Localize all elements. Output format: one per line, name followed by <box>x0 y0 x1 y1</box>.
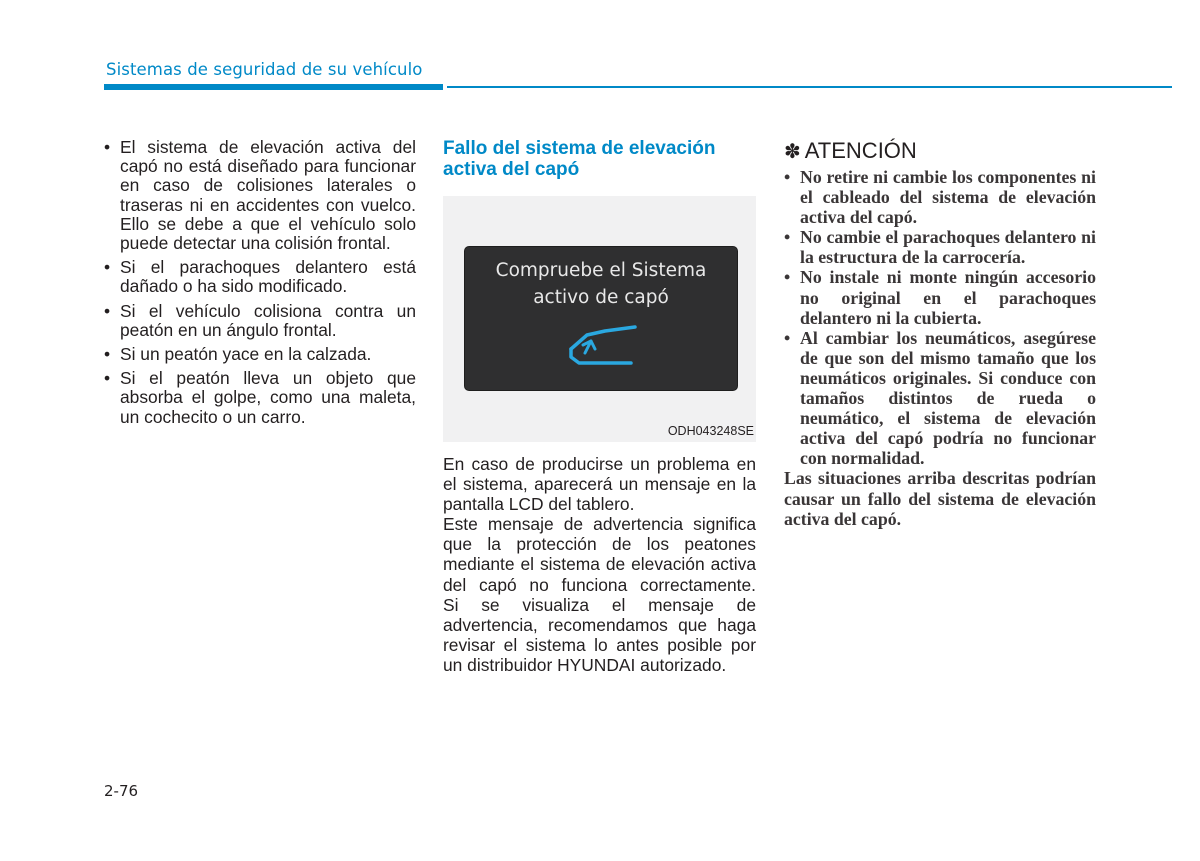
bullet-icon: • <box>784 267 791 288</box>
header-section-title: Sistemas de seguridad de su vehículo <box>106 60 423 79</box>
bullet-icon: • <box>104 300 111 321</box>
bullet-icon: • <box>104 368 111 389</box>
lcd-screen <box>464 246 738 391</box>
middle-body <box>443 454 756 675</box>
list-item: • No instale ni monte ningún accesorio no original en el parachoques delantero ni la cubierta. <box>784 267 1096 328</box>
left-column <box>104 138 416 432</box>
bullet-icon: • <box>104 137 111 157</box>
left-bullet-list <box>104 138 416 427</box>
list-item: • No retire ni cambie los componentes ni el cableado del sistema de elevación activa del capó. <box>784 167 1096 228</box>
list-item: • Si el peatón lleva un objeto que absorba el golpe, como una maleta, un cochecito o un carro. <box>104 368 416 427</box>
active-hood-icon <box>569 323 639 367</box>
warning-message-figure <box>443 196 756 442</box>
bullet-icon: • <box>784 227 791 248</box>
list-item: • No cambie el parachoques delantero ni la estructura de la carrocería. <box>784 227 1096 268</box>
page-number: 2-76 <box>104 782 139 800</box>
middle-column <box>443 138 756 675</box>
section-heading: Fallo del sistema de elevación activa del capó <box>443 138 716 180</box>
caution-list <box>784 167 1096 468</box>
paragraph: Este mensaje de advertencia significa que la protección de los peatones mediante el sistema de elevación activa del capó no funciona correctamente. <box>443 514 756 595</box>
bullet-icon: • <box>104 257 111 278</box>
bullet-icon: • <box>784 327 791 348</box>
list-item: • Si el parachoques delantero está dañado o ha sido modificado. <box>104 257 416 297</box>
bullet-icon: • <box>784 167 791 187</box>
lcd-message: Compruebe el Sistema activo de capó <box>495 260 707 308</box>
right-column <box>784 138 1096 529</box>
caution-heading: ✽ ATENCIÓN <box>784 138 917 163</box>
paragraph: En caso de producirse un problema en el sistema, aparecerá un mensaje en la pantalla LCD del tablero. <box>443 454 756 515</box>
list-item: • Si el vehículo colisiona contra un peatón en un ángulo frontal. <box>104 300 416 340</box>
header-bar-thin <box>447 86 1172 88</box>
caution-asterisk-icon: ✽ <box>784 139 801 163</box>
list-item: • El sistema de elevación activa del capó no está diseñado para funcionar en caso de colisiones laterales o traseras ni en accidentes con vuelco. Ello se debe a que el vehículo solo puede detectar una colisión frontal. <box>104 137 416 254</box>
bullet-icon: • <box>104 344 111 365</box>
figure-code: ODH043248SE <box>667 424 754 438</box>
caution-closing: Las situaciones arriba descritas podrían causar un fallo del sistema de elevación activa del capó. <box>784 468 1096 529</box>
list-item: • Si un peatón yace en la calzada. <box>104 344 372 365</box>
paragraph: Si se visualiza el mensaje de advertencia, recomendamos que haga revisar el sistema lo antes posible por un distribuidor HYUNDAI autorizado. <box>443 594 756 675</box>
list-item: • Al cambiar los neumáticos, asegúrese de que son del mismo tamaño que los neumáticos originales. Si conduce con tamaños distintos de rueda o neumático, el sistema de elevación activa del capó podría no funcionar con normalidad. <box>784 327 1096 469</box>
header-bar-thick <box>104 84 443 90</box>
